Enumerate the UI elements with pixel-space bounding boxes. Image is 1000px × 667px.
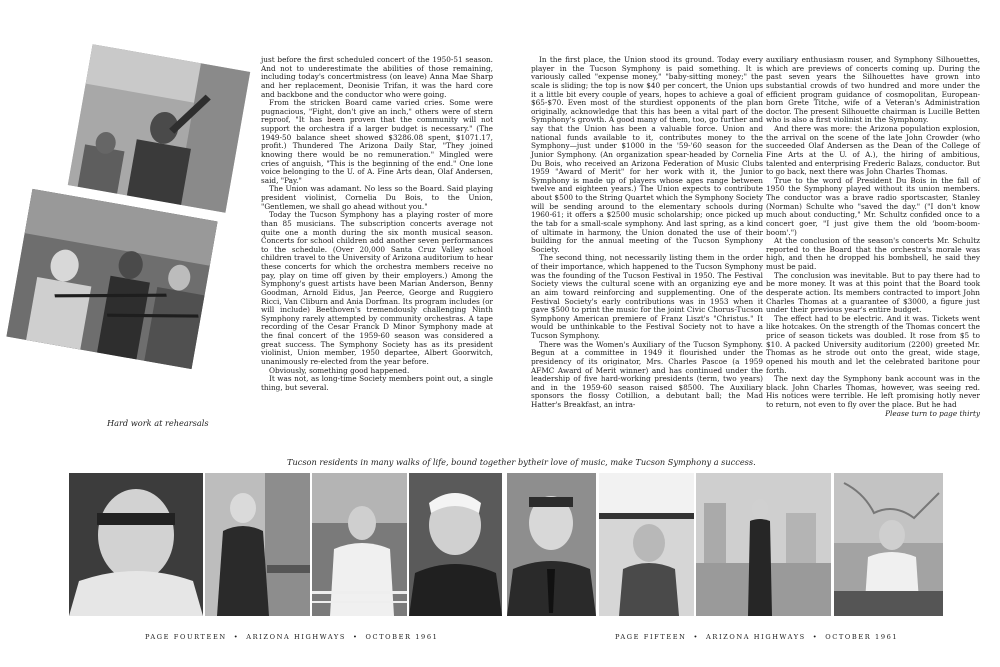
paragraph: just before the first scheduled concert of the 1950-51 season. And not to underestimate the abilities of those remaining, including today's concertmistress (on leave) Anna Mae Sharp and her replacement, Deonisie Trifan, it was the hard core and backbone and the conductor who were going. bbox=[261, 55, 493, 99]
portrait-photo-6 bbox=[599, 473, 694, 616]
footer-right: PAGE FIFTEEN • ARIZONA HIGHWAYS • OCTOBER 1961 bbox=[615, 633, 899, 641]
left-page-column-1 bbox=[261, 56, 493, 392]
portrait-photo-2 bbox=[205, 473, 310, 616]
footer-left: PAGE FOURTEEN • ARIZONA HIGHWAYS • OCTOBER 1961 bbox=[145, 633, 439, 641]
paragraph: The conclusion was inevitable. But to pay there had to be more money. It was at this point that the Board took desperate action. Its members contracted to import John Charles Thomas at a guarantee of $3000, a figure just under their previous year's entire budget. bbox=[766, 270, 980, 315]
footer-page-number: PAGE FOURTEEN bbox=[145, 633, 227, 641]
footer-magazine: ARIZONA HIGHWAYS bbox=[706, 633, 806, 641]
paragraph: It was not, as long-time Society members point out, a single thing, but several. bbox=[261, 374, 493, 392]
portrait-photo-1 bbox=[69, 473, 203, 616]
paragraph: At the conclusion of the season's concerts Mr. Schultz reported to the Board that the orchestra's morale was high, and then he dropped his bombshell, he said they must be paid. bbox=[766, 236, 980, 271]
paragraph: The Union was adamant. No less so the Board. Said playing president violinist, Cornelia Du Bois, to the Union, "Gentlemen, we shall go ahead without you." bbox=[261, 184, 493, 211]
paragraph: auxiliary enthusiasm rouser, and Symphony Silhouettes, which are previews of concerts coming up. During the past seven years the Silhouettes have grown into substantial crowds of two hundred and more under the efficient program guidance of cosmopolitan, European-born Grete Titche, wife of a Veteran's Administration doctor. The present Silhouette chairman is Lucille Betten who is also a first violinist in the Symphony. bbox=[766, 55, 980, 125]
rehearsal-photo-violinists bbox=[6, 189, 217, 369]
strip-caption-left: Tucson residents in many walks of life, bound together by bbox=[287, 457, 528, 467]
paragraph: Obviously, something good happened. bbox=[269, 365, 410, 375]
portrait-photo-3 bbox=[312, 473, 407, 616]
paragraph: The second thing, not necessarily listing them in the order of their importance, which happened to the Tucson Symphony was the founding of the Tucson Festival in 1950. The Festival Society views the cultural scene with an organizing eye and an aim toward reinforcing and supplementing. One of the Festival Society's early contributions was in 1953 when it gave $500 to print the music for the joint Civic Chorus-Tucson Symphony American premiere of Franz Liszt's "Christus." It would be unthinkable to the Festival Society not to have a Tucson Symphony. bbox=[531, 253, 763, 340]
continued-note: Please turn to page thirty bbox=[885, 408, 980, 418]
footer-date: OCTOBER 1961 bbox=[365, 633, 439, 641]
rehearsal-photo-conductor bbox=[68, 44, 250, 213]
paragraph: The effect had to be electric. And it was. Tickets went like hotcakes. On the strength of the Thomas concert the price of season tickets was doubled. It rose from $5 to $10. A packed University auditorium (2200) greeted Mr. Thomas as he strode out onto the great, wide stage, opened his mouth and let the celebrated baritone pour forth. bbox=[766, 313, 980, 375]
paragraph: There was the Women's Auxiliary of the Tucson Symphony. Begun at a committee in 1949 it flourished under the presidency of its originator, Mrs. Charles Pascoe (a 1959 AFMC Award of Merit winner) and has continued under the leadership of five hard-working presidents (term, two years) and in the 1959-60 season raised $8500. The Auxiliary sponsors the flossy Cotillion, a debutant ball; the Mad Hatter's Breakfast, an intra- bbox=[531, 339, 763, 409]
footer-page-number: PAGE FIFTEEN bbox=[615, 633, 687, 641]
portrait-photo-7 bbox=[696, 473, 831, 616]
footer-date: OCTOBER 1961 bbox=[825, 633, 899, 641]
portrait-photo-5 bbox=[507, 473, 596, 616]
paragraph: The next day the Symphony bank account was in the black. John Charles Thomas, however, was seeing red. His notices were terrible. He left promising hotly never to return, not even to fly over the place. But he had bbox=[766, 374, 980, 409]
portrait-photo-4 bbox=[409, 473, 502, 616]
footer-magazine: ARIZONA HIGHWAYS bbox=[246, 633, 346, 641]
paragraph: And there was more: the Arizona population explosion, the arrival on the scene of the late John Crowder (who succeeded Olaf Andersen as the Dean of the College of Fine Arts at the U. of A.), the hiring of ambitious, talented and enterprising Frederic Balazs, conductor. But to go back, next there was John Charles Thomas. bbox=[766, 124, 980, 177]
paragraph: Today the Tucson Symphony has a playing roster of more than 85 musicians. The subscription concerts average not quite one a month during the six month musical season. Concerts for school children add another seven performances to the schedule. (Over 20,000 Santa Cruz Valley school children travel to the University of Arizona auditorium to hear these concerts for which the orchestra members receive no pay, play on time off given by their employers.) Among the Symphony's guest artists have been Marian Anderson, Benny Goodman, Arnold Eidus, Jan Peerce, George and Ruggiero Ricci, Van Cliburn and Ania Dorfman. Its program includes (or will include) Beethoven's tremendously challenging Ninth Symphony rarely attempted by community orchestras. A tape recording of the Cesar Franck D Minor Symphony made at the final concert of the 1959-60 season was considered a great success. The Symphony Society has as its president violinist, Union member, 1950 departee, Albert Goorwitch, unanimously re-elected from the year before. bbox=[261, 210, 493, 366]
paragraph: In the first place, the Union stood its ground. Today every player in the Tucson Symphony is paid something. It is variously called "expense money," "baby-sitting money;" the scale is sliding; the top is now $40 per concert, the Union ups it a little bit every couple of years, hopes to achieve a goal of $65-$70. Even most of the sturdiest opponents of the plan originally, acknowledge that this has been a vital part of the Symphony's growth. A good many of them, too, go further and say that the Union has been a valuable force. Union and national funds available to it, contributes money to the Symphony—just under $1000 in the '59-'60 season for the Junior Symphony. (An organization spear-headed by Cornelia Du Bois, who received an Arizona Federation of Music Clubs 1959 "Award of Merit" for her work with it, the Junior Symphony is made up of players whose ages range between twelve and eighteen years.) The Union expects to contribute about $500 to the String Quartet which the Symphony Society will be sending around to the elementary schools during 1960-61; it offers a $2500 music scholarship; once picked up the tab for a small-scale symphony. And last spring, as a kind of ultimate in harmony, the Union donated the use of their building for the annual meeting of the Tucson Symphony Society. bbox=[531, 55, 763, 254]
paragraph: From the stricken Board came varied cries. Some were pugnacious, "Fight, don't give an inch," others were of stern reproof, "It has been proven that the community will not support the orchestra if a larger budget is necessary." (The 1949-50 balance sheet showed $3286.08 spent, $1071.17, profit.) Thundered The Arizona Daily Star, "They joined knowing there would be no remuneration." Mingled were cries of anguish, "This is the beginning of the end." One lone voice belonging to the U. of A. Fine Arts dean, Olaf Andersen, said, "Pay." bbox=[261, 98, 493, 185]
right-page-column-1 bbox=[766, 56, 980, 418]
paragraph: True to the word of President Du Bois in the fall of 1950 the Symphony played without its union members. The conductor was a brave radio sportscaster, Stanley (Norman) Schulte who "saved the day." ("I don't know much about conducting," Mr. Schultz confided once to a concert goer, "I just give them the old 'boom-boom-boom'.") bbox=[766, 175, 980, 237]
rehearsal-photo-caption: Hard work at rehearsals bbox=[107, 418, 209, 428]
left-page-column-2 bbox=[531, 56, 763, 410]
strip-caption-right: their love of music, make Tucson Symphony a success. bbox=[528, 457, 756, 467]
portrait-photo-8 bbox=[834, 473, 943, 616]
